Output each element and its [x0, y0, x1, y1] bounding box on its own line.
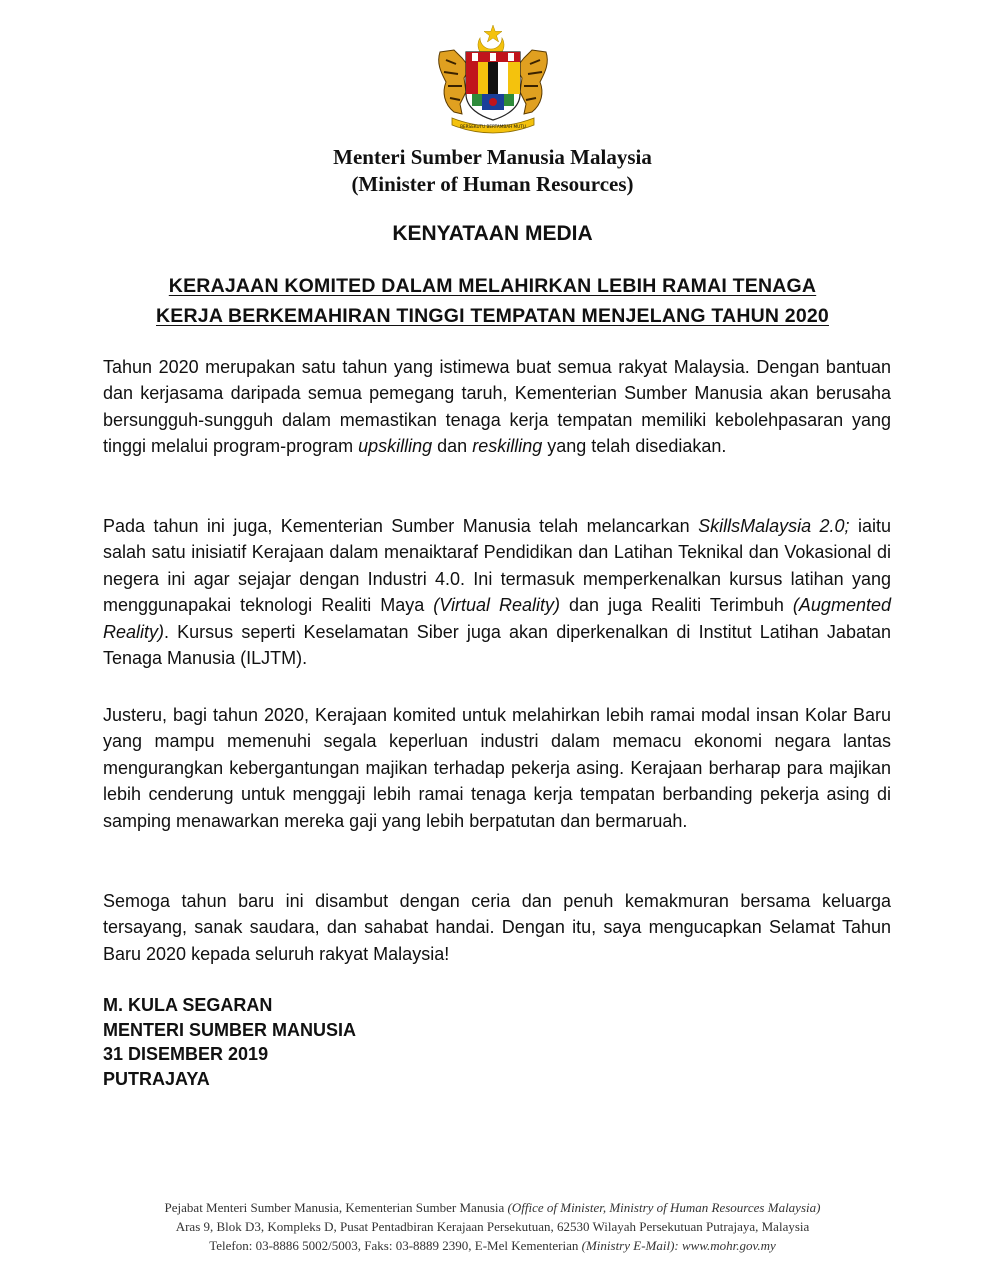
ministry-name-english: (Minister of Human Resources) — [351, 172, 634, 196]
footer-contact: Telefon: 03-8886 5002/5003, Faks: 03-8889 2390, E-Mel Kementerian (Ministry E-Mail): www.mohr.gov.my — [209, 1238, 776, 1253]
paragraph-2: Pada tahun ini juga, Kementerian Sumber Manusia telah melancarkan SkillsMalaysia 2.0; iaitu salah satu inisiatif Kerajaan dalam menaiktaraf Pendidikan dan Latihan Teknikal dan Vokasional di negera ini agar sejajar dengan Industri 4.0. Ini termasuk memperkenalkan kursus latihan yang menggunapakai teknologi Realiti Maya (Virtual Reality) dan juga Realiti Terimbuh (Augmented Reality). Kursus seperti Keselamatan Siber juga akan diperkenalkan di Institut Latihan Jabatan Tenaga Manusia (ILJTM). — [103, 516, 891, 669]
release-place: PUTRAJAYA — [103, 1068, 210, 1089]
italic-virtual-reality: (Virtual Reality) — [433, 595, 561, 616]
paragraph-4: Semoga tahun baru ini disambut dengan ceria dan penuh kemakmuran bersama keluarga tersayang, sanak saudara, dan sahabat handai. Dengan itu, saya mengucapkan Selamat Tahun Baru 2020 kepada seluruh rakyat Malaysia! — [103, 891, 891, 964]
crest-motto: BERSEKUTU BERTAMBAH MUTU — [460, 124, 526, 129]
italic-augmented-reality: (Augmented Reality) — [103, 595, 891, 642]
document-type-title: KENYATAAN MEDIA — [392, 222, 593, 245]
signatory-name: M. KULA SEGARAN — [103, 995, 273, 1015]
paragraph-3: Justeru, bagi tahun 2020, Kerajaan komited untuk melahirkan lebih ramai modal insan Kolar Baru yang mampu memenuhi segala keperluan industri dalam memacu ekonomi negara lantas mengurangkan kebergantungan majikan terhadap pekerja asing. Kerajaan berharap para majikan lebih cenderung untuk menggaji lebih ramai tenaga kerja tempatan berbanding pekerja asing di samping menawarkan mereka gaji yang lebih berpatutan dan bermaruah. — [103, 705, 891, 831]
headline-line-2: KERJA BERKEMAHIRAN TINGGI TEMPATAN MENJELANG TAHUN 2020 — [156, 305, 829, 327]
release-date: 31 DISEMBER 2019 — [103, 1044, 269, 1064]
footer-address: Aras 9, Blok D3, Kompleks D, Pusat Pentadbiran Kerajaan Persekutuan, 62530 Wilayah Persekutuan Putrajaya, Malaysia — [175, 1219, 810, 1234]
malaysia-coat-of-arms-icon — [432, 22, 554, 134]
italic-skillsmalaysia: SkillsMalaysia 2.0; — [698, 516, 850, 536]
ministry-name: Menteri Sumber Manusia Malaysia — [333, 145, 652, 169]
paragraph-1: Tahun 2020 merupakan satu tahun yang istimewa buat semua rakyat Malaysia. Dengan bantuan dan kerjasama daripada semua pemegang taruh, Kementerian Sumber Manusia akan berusaha bersungguh-sungguh dalam memastikan tenaga kerja tempatan memiliki kebolehpasaran yang tinggi melalui program-program upskilling dan reskilling yang telah disediakan. — [103, 357, 891, 457]
italic-upskilling: upskilling — [358, 436, 433, 457]
signatory-title: MENTERI SUMBER MANUSIA — [103, 1019, 357, 1040]
ministry-website-link[interactable]: : www.mohr.gov.my — [674, 1238, 776, 1253]
footer-office: Pejabat Menteri Sumber Manusia, Kementerian Sumber Manusia (Office of Minister, Ministry of Human Resources Malaysia) — [164, 1200, 821, 1215]
signature-block — [103, 993, 356, 1091]
italic-reskilling: reskilling — [472, 436, 543, 457]
headline-line-1: KERAJAAN KOMITED DALAM MELAHIRKAN LEBIH RAMAI TENAGA — [168, 275, 817, 297]
